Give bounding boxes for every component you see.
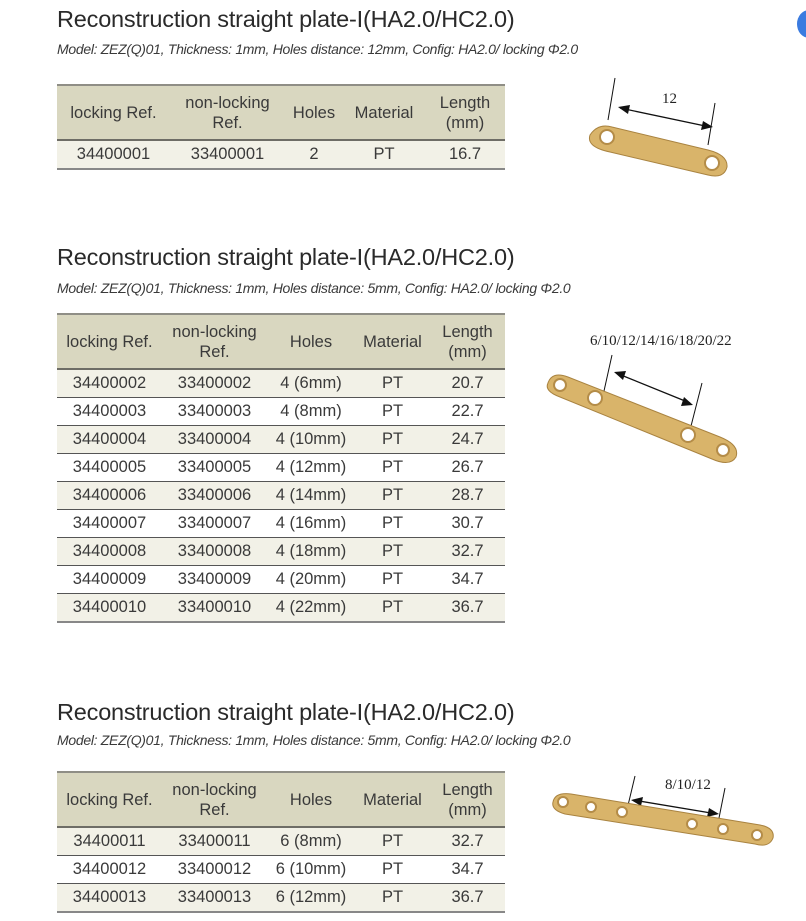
cell-material: PT (355, 510, 430, 538)
cell-non-locking-ref: 33400001 (170, 140, 285, 169)
column-header-locking-ref: locking Ref. (57, 772, 162, 827)
cell-length: 30.7 (430, 510, 505, 538)
cell-length: 36.7 (430, 884, 505, 913)
cell-non-locking-ref: 33400009 (162, 566, 267, 594)
cell-non-locking-ref: 33400006 (162, 482, 267, 510)
cell-material: PT (355, 884, 430, 913)
cell-length: 24.7 (430, 426, 505, 454)
column-header-material: Material (343, 85, 425, 140)
column-header-length: Length (mm) (425, 85, 505, 140)
cell-locking-ref: 34400006 (57, 482, 162, 510)
cell-material: PT (355, 538, 430, 566)
section-title: Reconstruction straight plate-I(HA2.0/HC2.0) (57, 6, 515, 32)
section-subtitle: Model: ZEZ(Q)01, Thickness: 1mm, Holes distance: 5mm, Config: HA2.0/ locking Φ2.0 (57, 732, 571, 748)
cell-locking-ref: 34400009 (57, 566, 162, 594)
cell-locking-ref: 34400004 (57, 426, 162, 454)
cell-locking-ref: 34400002 (57, 369, 162, 398)
column-header-holes: Holes (285, 85, 343, 140)
table-row (57, 856, 505, 884)
cell-material: PT (355, 426, 430, 454)
cell-length: 28.7 (430, 482, 505, 510)
table-row (57, 369, 505, 398)
column-header-length: Length (mm) (430, 772, 505, 827)
table-row (57, 827, 505, 856)
dimension-label: 12 (662, 91, 677, 107)
cell-non-locking-ref: 33400008 (162, 538, 267, 566)
product-table (57, 771, 505, 913)
table-row (57, 426, 505, 454)
column-header-material: Material (355, 772, 430, 827)
column-header-length: Length (mm) (430, 314, 505, 369)
cell-non-locking-ref: 33400013 (162, 884, 267, 913)
plate-6-hole-image (545, 770, 785, 850)
cell-material: PT (355, 482, 430, 510)
column-header-material: Material (355, 314, 430, 369)
cell-material: PT (355, 827, 430, 856)
cell-holes: 4 (12mm) (267, 454, 355, 482)
cell-holes: 4 (22mm) (267, 594, 355, 623)
cell-non-locking-ref: 33400010 (162, 594, 267, 623)
cell-length: 26.7 (430, 454, 505, 482)
cell-locking-ref: 34400008 (57, 538, 162, 566)
cell-locking-ref: 34400001 (57, 140, 170, 169)
cell-length: 34.7 (430, 566, 505, 594)
column-header-holes: Holes (267, 772, 355, 827)
cell-non-locking-ref: 33400005 (162, 454, 267, 482)
plate-2-hole-image (580, 75, 740, 190)
table-row (57, 510, 505, 538)
floating-assistant-button[interactable] (797, 10, 806, 38)
cell-holes: 4 (16mm) (267, 510, 355, 538)
column-header-locking-ref: locking Ref. (57, 314, 162, 369)
section-title: Reconstruction straight plate-I(HA2.0/HC2.0) (57, 699, 515, 725)
cell-material: PT (355, 566, 430, 594)
cell-non-locking-ref: 33400012 (162, 856, 267, 884)
column-header-holes: Holes (267, 314, 355, 369)
cell-holes: 6 (12mm) (267, 884, 355, 913)
cell-holes: 4 (14mm) (267, 482, 355, 510)
cell-locking-ref: 34400010 (57, 594, 162, 623)
cell-material: PT (355, 398, 430, 426)
section-title: Reconstruction straight plate-I(HA2.0/HC2.0) (57, 244, 515, 270)
product-table (57, 313, 505, 623)
table-row (57, 454, 505, 482)
cell-holes: 4 (10mm) (267, 426, 355, 454)
cell-holes: 6 (10mm) (267, 856, 355, 884)
cell-length: 22.7 (430, 398, 505, 426)
column-header-non-locking-ref: non-locking Ref. (170, 85, 285, 140)
table-row (57, 566, 505, 594)
section-subtitle: Model: ZEZ(Q)01, Thickness: 1mm, Holes distance: 5mm, Config: HA2.0/ locking Φ2.0 (57, 280, 571, 296)
cell-locking-ref: 34400003 (57, 398, 162, 426)
column-header-locking-ref: locking Ref. (57, 85, 170, 140)
cell-locking-ref: 34400012 (57, 856, 162, 884)
product-table (57, 84, 505, 170)
cell-holes: 4 (20mm) (267, 566, 355, 594)
cell-holes: 6 (8mm) (267, 827, 355, 856)
plate-4-hole-image (540, 325, 780, 475)
cell-locking-ref: 34400005 (57, 454, 162, 482)
dimension-label: 8/10/12 (665, 777, 711, 793)
column-header-non-locking-ref: non-locking Ref. (162, 314, 267, 369)
cell-holes: 4 (8mm) (267, 398, 355, 426)
cell-holes: 2 (285, 140, 343, 169)
table-row (57, 594, 505, 623)
table-header-row (57, 314, 505, 369)
cell-length: 16.7 (425, 140, 505, 169)
cell-non-locking-ref: 33400004 (162, 426, 267, 454)
table-row (57, 398, 505, 426)
cell-material: PT (355, 369, 430, 398)
cell-material: PT (355, 594, 430, 623)
section-subtitle: Model: ZEZ(Q)01, Thickness: 1mm, Holes distance: 12mm, Config: HA2.0/ locking Φ2.0 (57, 41, 578, 57)
cell-holes: 4 (6mm) (267, 369, 355, 398)
table-row (57, 538, 505, 566)
cell-length: 20.7 (430, 369, 505, 398)
cell-non-locking-ref: 33400011 (162, 827, 267, 856)
table-row (57, 140, 505, 169)
cell-material: PT (355, 454, 430, 482)
table-header-row (57, 772, 505, 827)
cell-length: 32.7 (430, 538, 505, 566)
cell-non-locking-ref: 33400007 (162, 510, 267, 538)
cell-length: 34.7 (430, 856, 505, 884)
table-row (57, 884, 505, 913)
column-header-non-locking-ref: non-locking Ref. (162, 772, 267, 827)
table-header-row (57, 85, 505, 140)
cell-material: PT (355, 856, 430, 884)
cell-length: 36.7 (430, 594, 505, 623)
dimension-label: 6/10/12/14/16/18/20/22 (590, 333, 732, 349)
cell-holes: 4 (18mm) (267, 538, 355, 566)
table-row (57, 482, 505, 510)
cell-non-locking-ref: 33400002 (162, 369, 267, 398)
cell-material: PT (343, 140, 425, 169)
cell-locking-ref: 34400013 (57, 884, 162, 913)
cell-length: 32.7 (430, 827, 505, 856)
cell-locking-ref: 34400007 (57, 510, 162, 538)
cell-locking-ref: 34400011 (57, 827, 162, 856)
cell-non-locking-ref: 33400003 (162, 398, 267, 426)
